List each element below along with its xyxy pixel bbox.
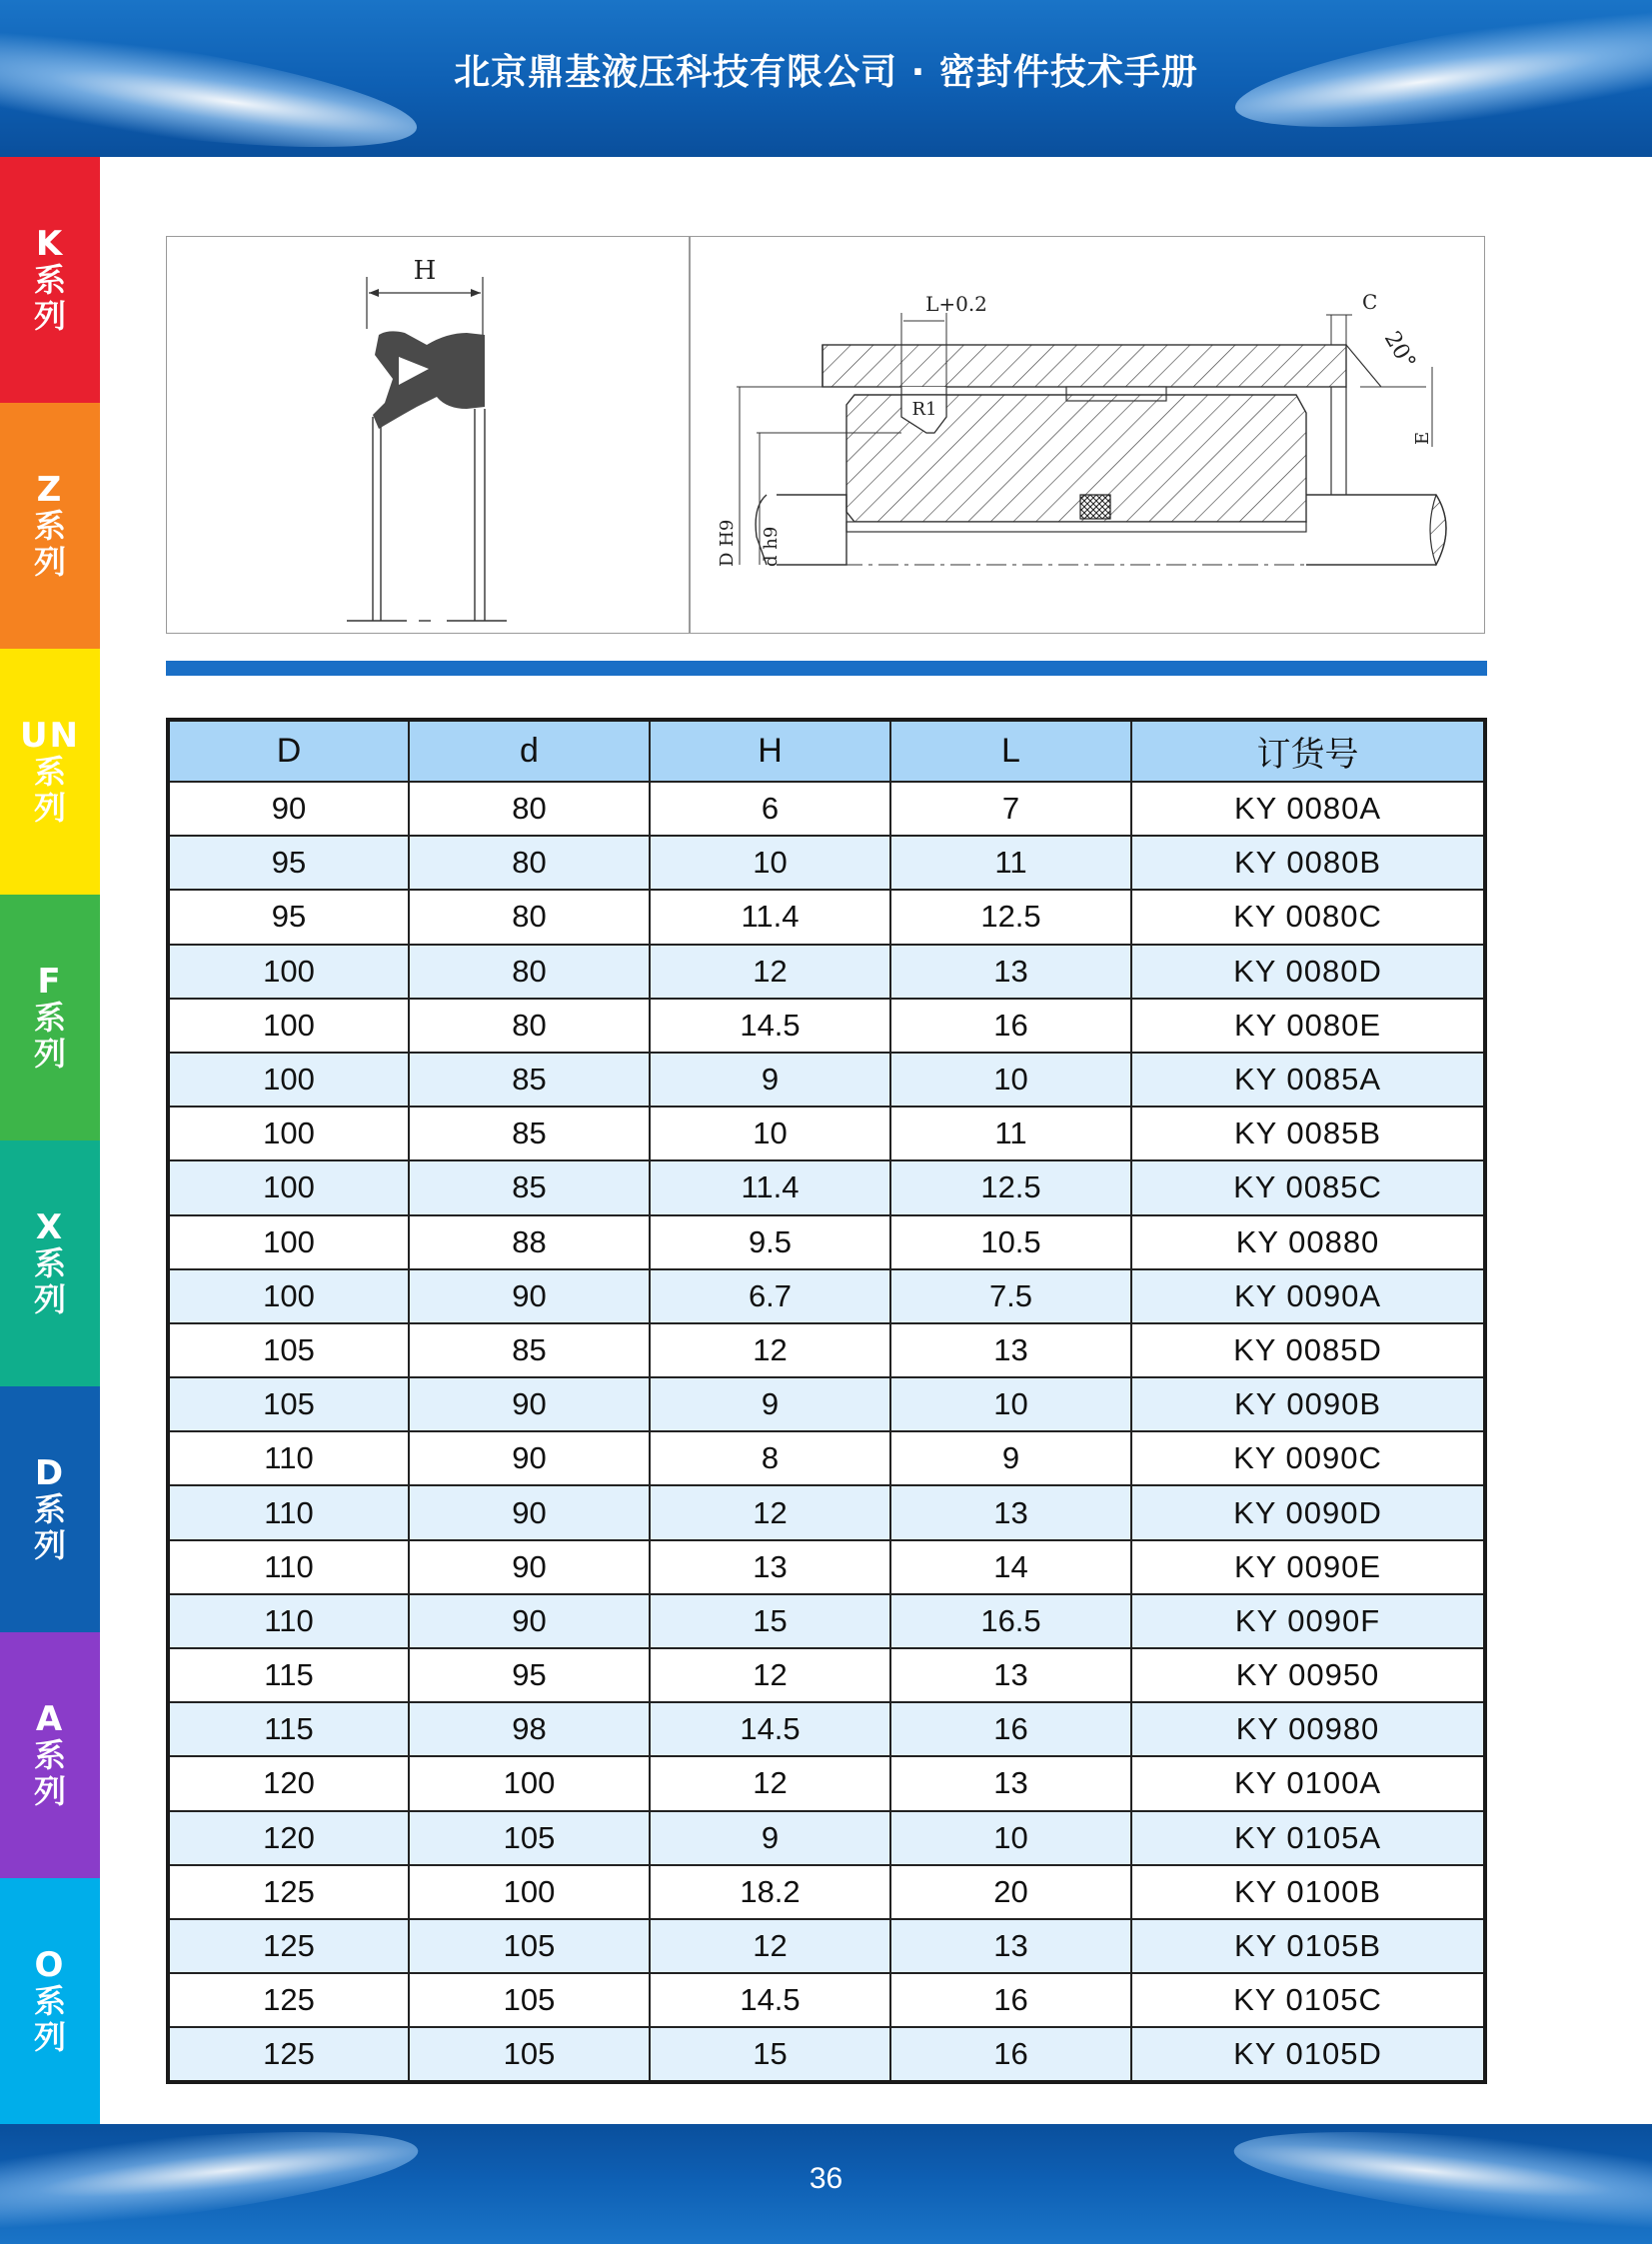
- cell-d: 80: [409, 782, 650, 836]
- column-header-order-no: 订货号: [1131, 720, 1485, 782]
- series-tab-code: F: [37, 962, 63, 1002]
- cell-L: 13: [890, 1323, 1131, 1377]
- table-row: [168, 1865, 1485, 1919]
- dimension-l-label: L+0.2: [925, 292, 987, 316]
- cell-d: 80: [409, 945, 650, 999]
- technical-drawing: [166, 236, 1485, 634]
- cell-H: 10: [650, 836, 890, 890]
- cell-order-no: KY 0090E: [1131, 1540, 1485, 1594]
- cell-order-no: KY 00950: [1131, 1648, 1485, 1702]
- cell-order-no: KY 0090F: [1131, 1594, 1485, 1648]
- cell-L: 12.5: [890, 1160, 1131, 1214]
- cell-D: 100: [168, 1107, 409, 1160]
- table-row: [168, 1811, 1485, 1865]
- table-row: [168, 836, 1485, 890]
- cell-D: 125: [168, 1865, 409, 1919]
- cell-order-no: KY 0105A: [1131, 1811, 1485, 1865]
- cell-L: 20: [890, 1865, 1131, 1919]
- series-tab-word: 系列: [33, 1982, 66, 2056]
- cell-L: 12.5: [890, 890, 1131, 944]
- cell-D: 100: [168, 1160, 409, 1214]
- cell-L: 13: [890, 1485, 1131, 1539]
- cell-D: 125: [168, 2027, 409, 2081]
- cell-D: 115: [168, 1648, 409, 1702]
- cell-D: 100: [168, 999, 409, 1053]
- series-tab-code: O: [34, 1945, 66, 1985]
- series-tab-word: 系列: [33, 261, 66, 335]
- cell-H: 13: [650, 1540, 890, 1594]
- cell-d: 85: [409, 1160, 650, 1214]
- dimension-e-label: E: [1412, 431, 1433, 445]
- cell-H: 9: [650, 1053, 890, 1107]
- cell-order-no: KY 00880: [1131, 1215, 1485, 1269]
- page-footer: [0, 2124, 1652, 2244]
- series-tab-word: 系列: [33, 1490, 66, 1564]
- cell-order-no: KY 0105B: [1131, 1919, 1485, 1973]
- cell-D: 100: [168, 1215, 409, 1269]
- cell-H: 9: [650, 1811, 890, 1865]
- cell-D: 110: [168, 1431, 409, 1485]
- table-row: [168, 1377, 1485, 1431]
- cell-H: 15: [650, 1594, 890, 1648]
- cell-H: 12: [650, 1648, 890, 1702]
- cell-D: 105: [168, 1323, 409, 1377]
- cell-L: 11: [890, 1107, 1131, 1160]
- cell-d: 100: [409, 1865, 650, 1919]
- cell-d: 90: [409, 1269, 650, 1323]
- cell-L: 10: [890, 1053, 1131, 1107]
- cell-d: 85: [409, 1323, 650, 1377]
- cell-D: 120: [168, 1756, 409, 1810]
- dimension-c-label: C: [1362, 290, 1378, 314]
- cell-H: 6: [650, 782, 890, 836]
- table-row: [168, 1107, 1485, 1160]
- series-tab-word: 系列: [33, 753, 66, 827]
- section-divider-bar: [166, 661, 1487, 676]
- cell-D: 100: [168, 1053, 409, 1107]
- series-tab-f[interactable]: [0, 895, 100, 1140]
- cell-order-no: KY 0080A: [1131, 782, 1485, 836]
- series-tab-k[interactable]: [0, 157, 100, 403]
- cell-d: 105: [409, 1811, 650, 1865]
- table-row: [168, 1269, 1485, 1323]
- series-tab-code: A: [35, 1699, 65, 1739]
- cell-D: 110: [168, 1540, 409, 1594]
- table-row: [168, 2027, 1485, 2081]
- cell-H: 8: [650, 1431, 890, 1485]
- cell-L: 13: [890, 1919, 1131, 1973]
- cell-order-no: KY 0090D: [1131, 1485, 1485, 1539]
- seal-spec-table: [166, 718, 1487, 2084]
- cell-L: 13: [890, 945, 1131, 999]
- table-header-row: [168, 720, 1485, 782]
- series-tab-word: 系列: [33, 507, 66, 581]
- series-tab-z[interactable]: [0, 403, 100, 649]
- cell-H: 14.5: [650, 1973, 890, 2027]
- series-tab-o[interactable]: [0, 1878, 100, 2124]
- cell-L: 16: [890, 999, 1131, 1053]
- series-tab-d[interactable]: [0, 1386, 100, 1632]
- cell-H: 9: [650, 1377, 890, 1431]
- cell-D: 110: [168, 1485, 409, 1539]
- cell-order-no: KY 0105C: [1131, 1973, 1485, 2027]
- table-row: [168, 1756, 1485, 1810]
- cell-D: 125: [168, 1919, 409, 1973]
- table-row: [168, 945, 1485, 999]
- cell-L: 13: [890, 1648, 1131, 1702]
- table-row: [168, 1540, 1485, 1594]
- cell-L: 10.5: [890, 1215, 1131, 1269]
- cell-H: 18.2: [650, 1865, 890, 1919]
- cell-order-no: KY 0085D: [1131, 1323, 1485, 1377]
- cell-order-no: KY 0090A: [1131, 1269, 1485, 1323]
- cell-d: 105: [409, 1919, 650, 1973]
- cell-H: 12: [650, 1323, 890, 1377]
- cell-order-no: KY 0080C: [1131, 890, 1485, 944]
- cell-H: 14.5: [650, 1702, 890, 1756]
- table-row: [168, 890, 1485, 944]
- cell-d: 80: [409, 890, 650, 944]
- cell-L: 16: [890, 1973, 1131, 2027]
- cell-L: 16.5: [890, 1594, 1131, 1648]
- table-row: [168, 1431, 1485, 1485]
- table-body: [168, 782, 1485, 2082]
- cell-d: 90: [409, 1540, 650, 1594]
- cell-order-no: KY 0105D: [1131, 2027, 1485, 2081]
- cell-H: 15: [650, 2027, 890, 2081]
- cell-L: 7.5: [890, 1269, 1131, 1323]
- series-tab-un[interactable]: [0, 649, 100, 895]
- cell-order-no: KY 0080D: [1131, 945, 1485, 999]
- table-row: [168, 782, 1485, 836]
- cell-D: 125: [168, 1973, 409, 2027]
- cell-L: 7: [890, 782, 1131, 836]
- series-tab-code: K: [35, 224, 65, 264]
- table-row: [168, 1160, 1485, 1214]
- cell-d: 88: [409, 1215, 650, 1269]
- cell-D: 120: [168, 1811, 409, 1865]
- cell-order-no: KY 0100A: [1131, 1756, 1485, 1810]
- cell-d: 95: [409, 1648, 650, 1702]
- cell-L: 9: [890, 1431, 1131, 1485]
- column-header-L: L: [890, 720, 1131, 782]
- table-row: [168, 1053, 1485, 1107]
- series-tab-word: 系列: [33, 1244, 66, 1318]
- series-tabs: [0, 157, 100, 2124]
- cell-order-no: KY 0085B: [1131, 1107, 1485, 1160]
- cell-H: 12: [650, 945, 890, 999]
- cell-D: 110: [168, 1594, 409, 1648]
- table-row: [168, 1919, 1485, 1973]
- cell-H: 11.4: [650, 1160, 890, 1214]
- dimension-h-label: H: [413, 256, 437, 286]
- series-tab-x[interactable]: [0, 1140, 100, 1386]
- table-row: [168, 1648, 1485, 1702]
- drawing-svg: [167, 237, 1486, 635]
- series-tab-code: Z: [36, 470, 64, 510]
- cell-D: 95: [168, 890, 409, 944]
- dimension-d-bore-label: D H9: [717, 519, 738, 567]
- cell-order-no: KY 00980: [1131, 1702, 1485, 1756]
- cell-d: 90: [409, 1431, 650, 1485]
- page-number: 36: [809, 2162, 843, 2195]
- cell-d: 105: [409, 2027, 650, 2081]
- cell-order-no: KY 0090B: [1131, 1377, 1485, 1431]
- table-row: [168, 1702, 1485, 1756]
- cell-H: 9.5: [650, 1215, 890, 1269]
- series-tab-code: X: [35, 1207, 65, 1247]
- cell-d: 90: [409, 1485, 650, 1539]
- cell-D: 105: [168, 1377, 409, 1431]
- column-header-D: D: [168, 720, 409, 782]
- cell-d: 90: [409, 1594, 650, 1648]
- cell-H: 14.5: [650, 999, 890, 1053]
- series-tab-word: 系列: [33, 1736, 66, 1810]
- table-row: [168, 999, 1485, 1053]
- series-tab-a[interactable]: [0, 1632, 100, 1878]
- series-tab-word: 系列: [33, 999, 66, 1073]
- cell-L: 10: [890, 1377, 1131, 1431]
- cell-L: 10: [890, 1811, 1131, 1865]
- cell-order-no: KY 0090C: [1131, 1431, 1485, 1485]
- cell-order-no: KY 0080B: [1131, 836, 1485, 890]
- cell-d: 105: [409, 1973, 650, 2027]
- cell-L: 13: [890, 1756, 1131, 1810]
- angle-label: 20°: [1378, 327, 1420, 374]
- column-header-d: d: [409, 720, 650, 782]
- seal-profile-view: [347, 256, 507, 621]
- cell-L: 11: [890, 836, 1131, 890]
- cell-D: 100: [168, 1269, 409, 1323]
- cell-d: 100: [409, 1756, 650, 1810]
- table-row: [168, 1323, 1485, 1377]
- series-tab-code: UN: [19, 716, 81, 756]
- cell-d: 98: [409, 1702, 650, 1756]
- cell-L: 16: [890, 1702, 1131, 1756]
- cell-H: 12: [650, 1485, 890, 1539]
- cell-d: 80: [409, 999, 650, 1053]
- radius-label: R1: [911, 399, 937, 420]
- cell-H: 11.4: [650, 890, 890, 944]
- installation-section-view: [717, 290, 1446, 567]
- page-header: [0, 0, 1652, 157]
- cell-d: 80: [409, 836, 650, 890]
- cell-order-no: KY 0080E: [1131, 999, 1485, 1053]
- cell-d: 85: [409, 1053, 650, 1107]
- table-row: [168, 1215, 1485, 1269]
- column-header-H: H: [650, 720, 890, 782]
- cell-H: 10: [650, 1107, 890, 1160]
- cell-d: 85: [409, 1107, 650, 1160]
- cell-H: 12: [650, 1919, 890, 1973]
- cell-order-no: KY 0100B: [1131, 1865, 1485, 1919]
- cell-order-no: KY 0085C: [1131, 1160, 1485, 1214]
- page-title: 北京鼎基液压科技有限公司 · 密封件技术手册: [454, 52, 1198, 93]
- series-tab-code: D: [34, 1453, 66, 1493]
- cell-D: 115: [168, 1702, 409, 1756]
- dimension-d-rod-label: d h9: [761, 526, 782, 567]
- cell-order-no: KY 0085A: [1131, 1053, 1485, 1107]
- cell-H: 6.7: [650, 1269, 890, 1323]
- cell-L: 16: [890, 2027, 1131, 2081]
- cell-D: 100: [168, 945, 409, 999]
- table-row: [168, 1594, 1485, 1648]
- cell-d: 90: [409, 1377, 650, 1431]
- table-row: [168, 1973, 1485, 2027]
- cell-H: 12: [650, 1756, 890, 1810]
- cell-D: 90: [168, 782, 409, 836]
- table-row: [168, 1485, 1485, 1539]
- cell-D: 95: [168, 836, 409, 890]
- cell-L: 14: [890, 1540, 1131, 1594]
